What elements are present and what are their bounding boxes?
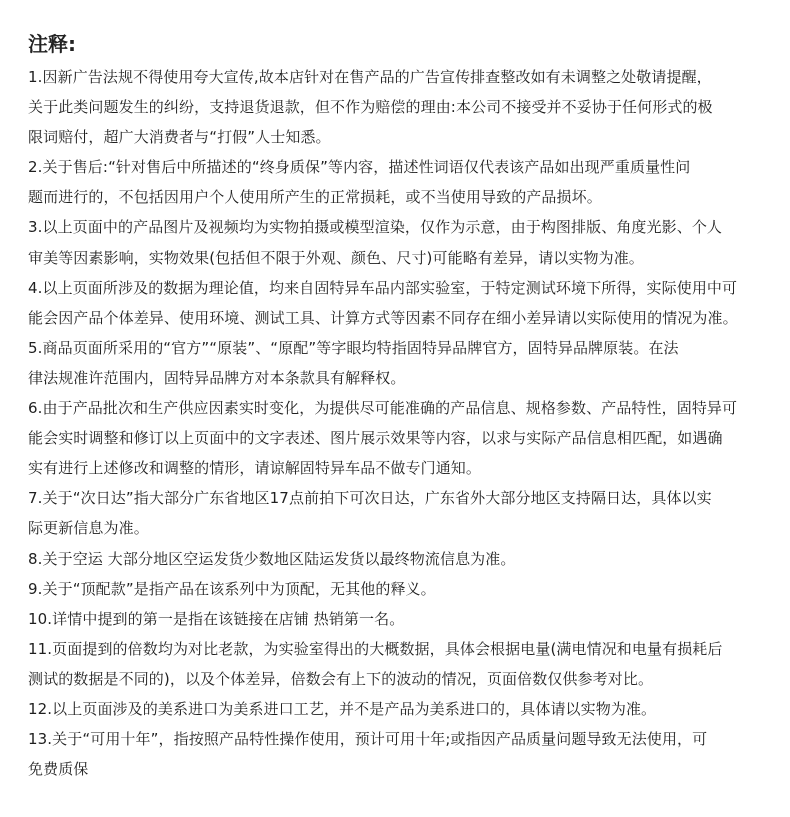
- notice-line: 11.页面提到的倍数均为对比老款，为实验室得出的大概数据，具体会根据电量(满电情况和电量有损耗后: [28, 639, 723, 658]
- notice-line: 9.关于“顶配款”是指产品在该系列中为顶配，无其他的释义。: [28, 579, 436, 598]
- notice-line: 1.因新广告法规不得使用夸大宣传,故本店针对在售产品的广告宣传排查整改如有未调整之处敬请提醒，: [28, 68, 712, 86]
- notice-line: 2.关于售后:“针对售后中所描述的“终身质保”等内容，描述性词语仅代表该产品如出现严重质量性问: [28, 158, 691, 177]
- notice-line: 12.以上页面涉及的美系进口为美系进口工艺，并不是产品为美系进口的，具体请以实物为准。: [28, 699, 657, 718]
- notice-line: 能会实时调整和修订以上页面中的文字表述、图片展示效果等内容，以求与实际产品信息相匹配，如遇确: [28, 429, 723, 448]
- notice-line: 7.关于“次日达”指大部分广东省地区17点前拍下可次日达，广东省外大部分地区支持隔日达，具体以实: [28, 489, 712, 508]
- notice-line: 测试的数据是不同的)，以及个体差异，倍数会有上下的波动的情况，页面倍数仅供参考对比。: [28, 669, 654, 688]
- notice-line: 际更新信息为准。: [28, 519, 149, 538]
- notice-line: 6.由于产品批次和生产供应因素实时变化，为提供尽可能准确的产品信息、规格参数、产品特性，固特异可: [28, 399, 738, 418]
- notice-body: [28, 62, 764, 784]
- notice-line: 4.以上页面所涉及的数据为理论值，均来自固特异车品内部实验室，于特定测试环境下所得，实际使用中可: [28, 278, 738, 297]
- notice-line: 免费质保: [28, 760, 89, 779]
- notice-line: 实有进行上述修改和调整的情形，请谅解固特异车品不做专门通知。: [28, 459, 482, 478]
- notice-line: 限词赔付，超广大消费者与“打假”人士知悉。: [28, 128, 331, 147]
- notice-line: 能会因产品个体差异、使用环境、测试工具、计算方式等因素不同存在细小差异请以实际使用的情况为准。: [28, 308, 738, 327]
- notice-line: 3.以上页面中的产品图片及视频均为实物拍摄或模型渲染，仅作为示意，由于构图排版、角度光影、个人: [28, 218, 723, 237]
- notice-line: 律法规准许范围内，固特异品牌方对本条款具有解释权。: [28, 368, 406, 387]
- notice-line: 审美等因素影响，实物效果(包括但不限于外观、颜色、尺寸)可能略有差异，请以实物为准。: [28, 248, 644, 267]
- notice-line: 10.详情中提到的第一是指在该链接在店铺 热销第一名。: [28, 609, 405, 628]
- notice-line: 13.关于“可用十年”，指按照产品特性操作使用，预计可用十年;或指因产品质量问题导致无法使用，可: [28, 730, 708, 749]
- notice-title: 注释:: [28, 32, 76, 56]
- notice-line: 关于此类问题发生的纠纷，支持退货退款，但不作为赔偿的理由:本公司不接受并不妥协于任何形式的极: [28, 98, 713, 117]
- notice-line: 5.商品页面所采用的“官方”“原装”、“原配”等字眼均特指固特异品牌官方，固特异品牌原装。在法: [28, 338, 679, 357]
- notice-line: 8.关于空运 大部分地区空运发货少数地区陆运发货以最终物流信息为准。: [28, 549, 516, 568]
- notice-line: 题而进行的，不包括因用户个人使用所产生的正常损耗，或不当使用导致的产品损坏。: [28, 188, 602, 207]
